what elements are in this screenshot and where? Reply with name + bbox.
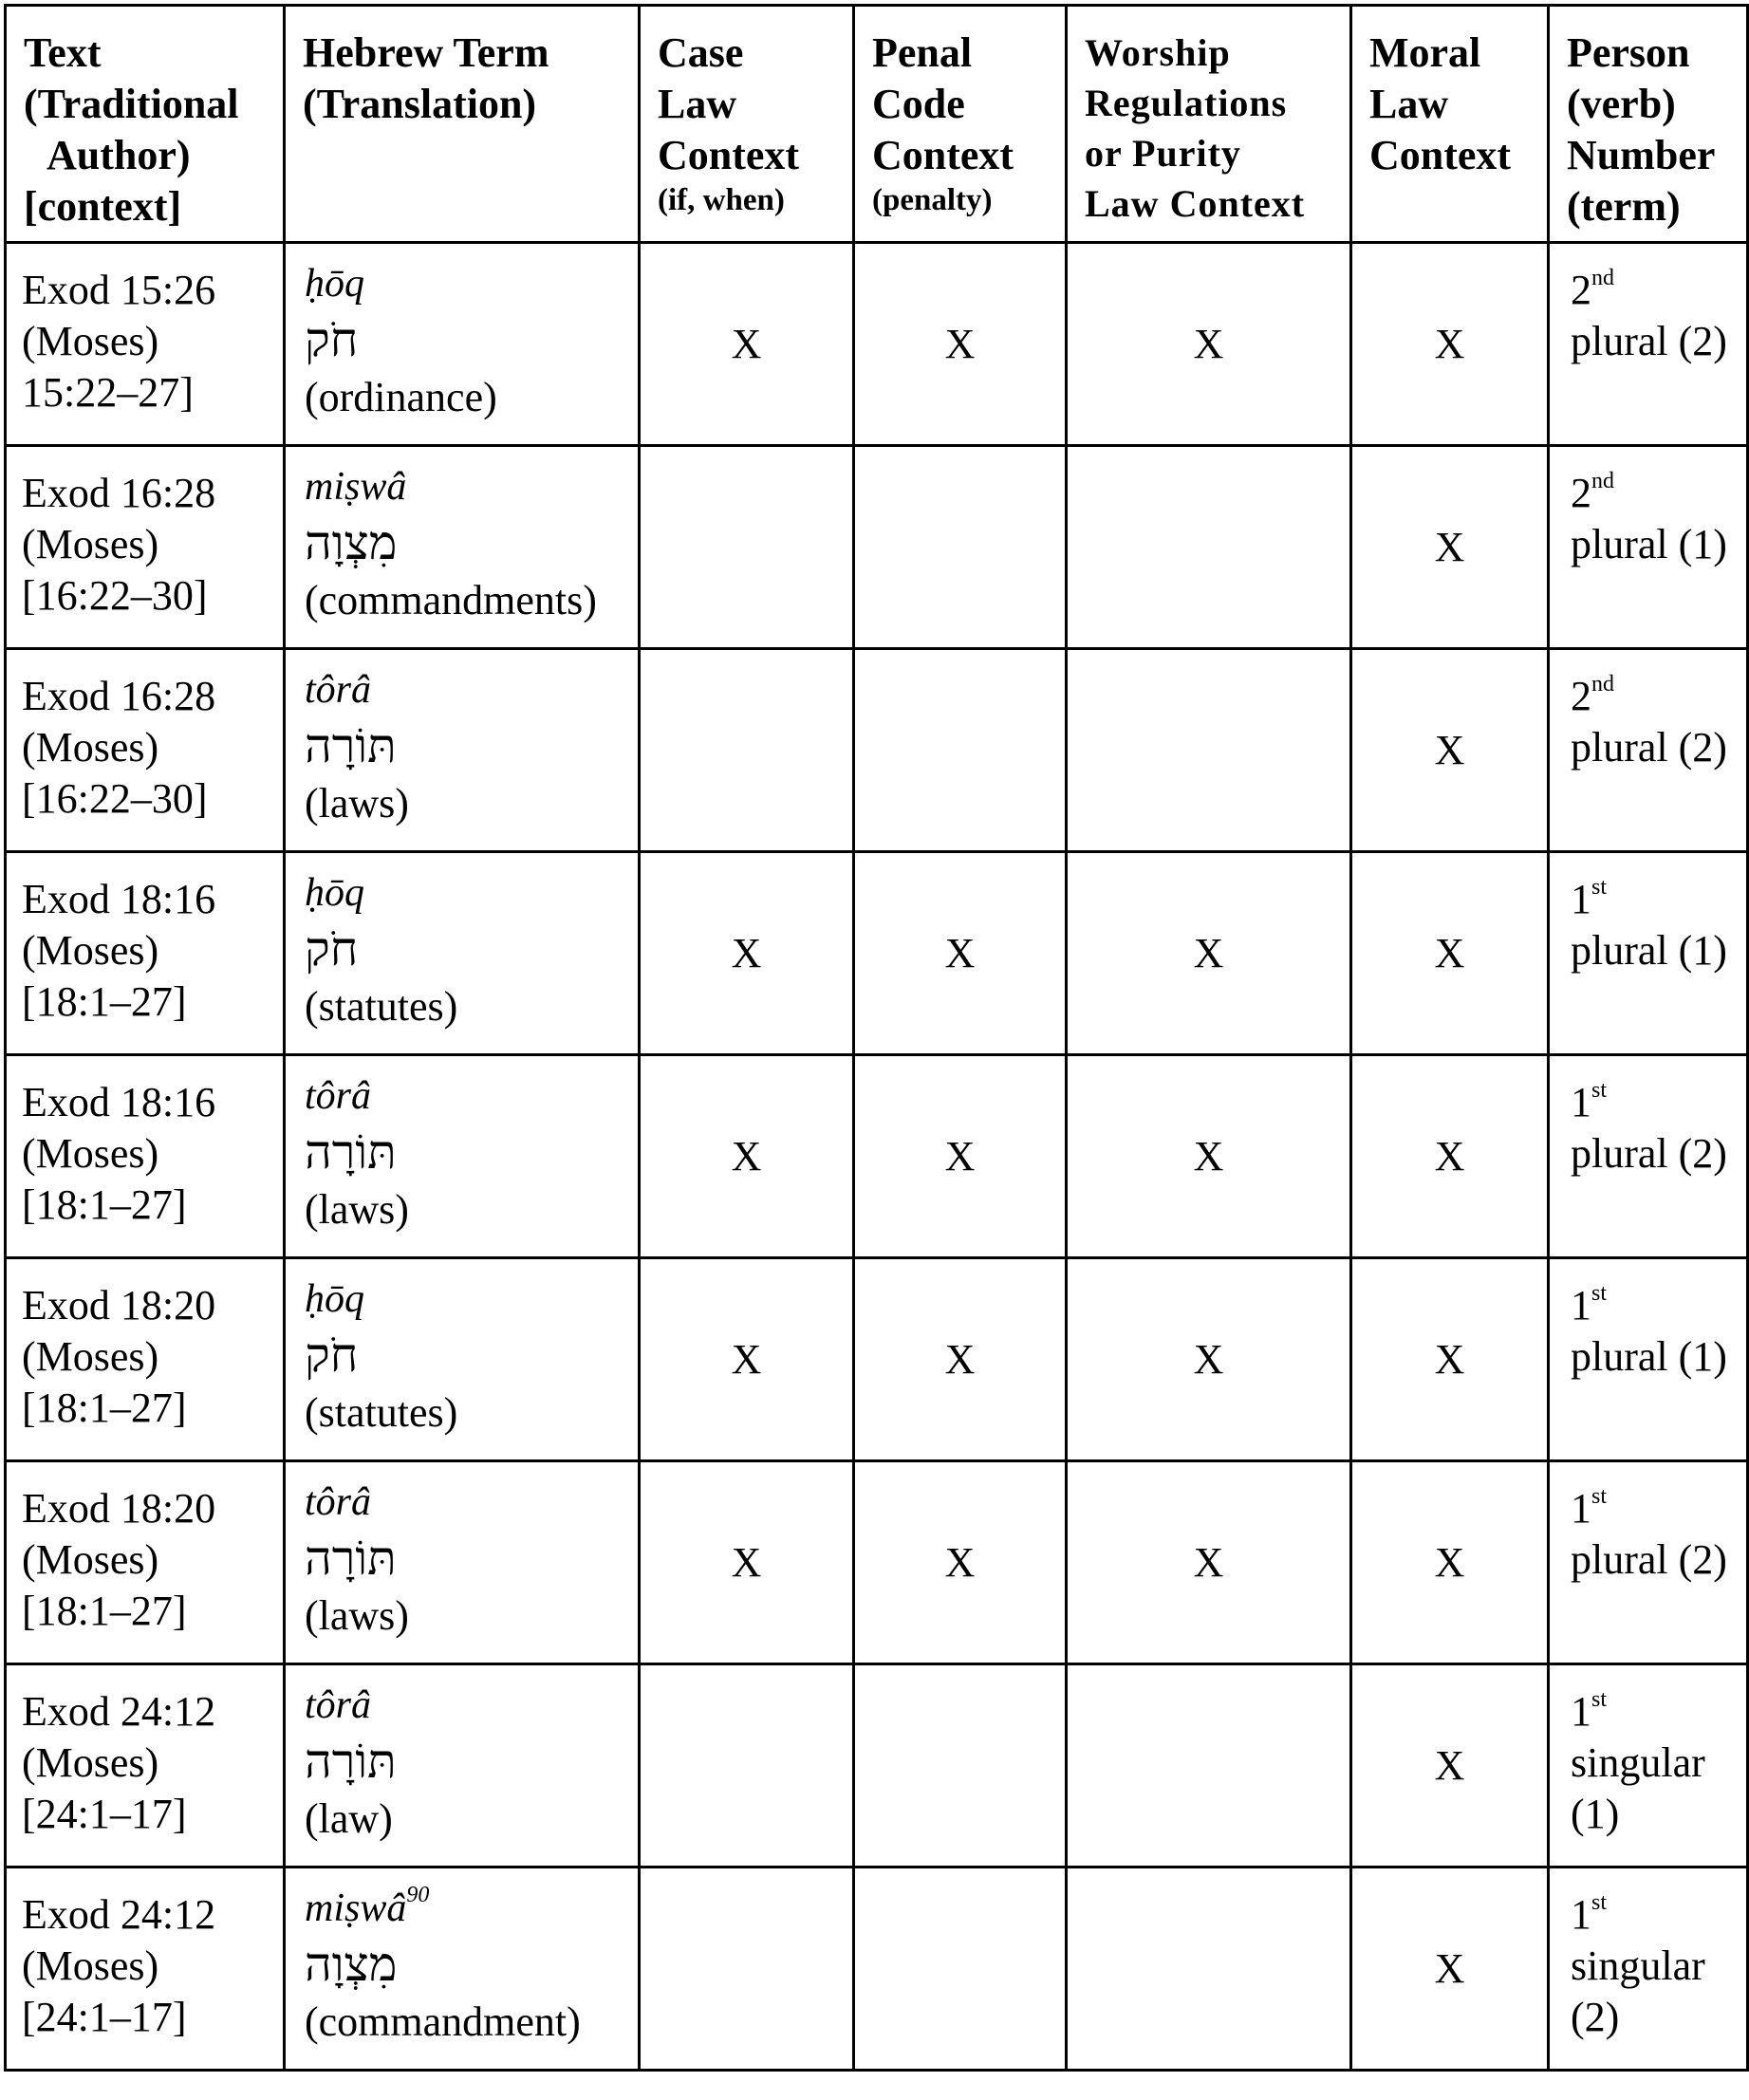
hebrew-word: תּוֹרָה	[305, 1124, 397, 1180]
person: 1st	[1571, 1484, 1608, 1532]
hebrew-term-cell	[285, 1868, 640, 2071]
table-row	[6, 1461, 1748, 1664]
footnote-marker: 90	[406, 1883, 430, 1907]
case-law-mark: X	[640, 1055, 854, 1258]
hebrew-term-cell	[285, 649, 640, 852]
hebrew-term-cell	[285, 446, 640, 649]
worship-mark: X	[1067, 1055, 1351, 1258]
verse-ref: Exod 24:12	[22, 1688, 216, 1735]
context: 15:22–27]	[22, 369, 194, 416]
context: [24:1–17]	[22, 1791, 187, 1837]
person: 1st	[1571, 1687, 1608, 1735]
person: 2nd	[1571, 266, 1614, 313]
worship-mark	[1067, 1664, 1351, 1868]
table-row	[6, 1664, 1748, 1868]
penal-code-mark: X	[854, 243, 1067, 446]
hebrew-word: חֹק	[305, 1328, 359, 1383]
table-row	[6, 852, 1748, 1055]
header-text: Text (Traditional Author) [context]	[6, 6, 285, 243]
hebrew-term-cell	[285, 1461, 640, 1664]
table-row	[6, 1258, 1748, 1461]
penal-code-mark: X	[854, 1258, 1067, 1461]
text-cell	[6, 1055, 285, 1258]
header-row	[6, 6, 1748, 243]
table-row	[6, 243, 1748, 446]
author: (Moses)	[22, 1739, 159, 1786]
person-number-cell	[1549, 852, 1748, 1055]
number: plural (1)	[1571, 521, 1727, 567]
author: (Moses)	[22, 1942, 159, 1989]
verse-ref: Exod 24:12	[22, 1891, 216, 1938]
header-penal-code: Penal Code Context (penalty)	[854, 6, 1067, 243]
author: (Moses)	[22, 318, 159, 364]
person-number-cell	[1549, 446, 1748, 649]
context: [18:1–27]	[22, 1385, 187, 1431]
hebrew-term-cell	[285, 1664, 640, 1868]
penal-code-mark	[854, 446, 1067, 649]
text-cell	[6, 1868, 285, 2071]
hebrew-term-cell	[285, 1055, 640, 1258]
person: 1st	[1571, 875, 1608, 922]
verse-ref: Exod 18:20	[22, 1282, 216, 1329]
header-worship: Worship Regulations or Purity Law Context	[1067, 6, 1351, 243]
hebrew-word: מִצְוָה	[305, 515, 398, 570]
header-hebrew-term: Hebrew Term (Translation)	[285, 6, 640, 243]
penal-code-mark: X	[854, 1461, 1067, 1664]
moral-law-mark: X	[1351, 852, 1549, 1055]
text-cell	[6, 1664, 285, 1868]
transliteration: miṣwâ$^{90}$	[305, 1883, 430, 1930]
verse-ref: Exod 18:16	[22, 1079, 216, 1125]
text-cell	[6, 1258, 285, 1461]
penal-code-mark: X	[854, 1055, 1067, 1258]
translation: (statutes)	[305, 1389, 458, 1436]
table-row	[6, 1868, 1748, 2071]
translation: (statutes)	[305, 983, 458, 1030]
header-moral-law: Moral Law Context	[1351, 6, 1549, 243]
verse-ref: Exod 18:20	[22, 1485, 216, 1532]
transliteration: tôrâ	[305, 668, 372, 712]
moral-law-mark: X	[1351, 649, 1549, 852]
context: [18:1–27]	[22, 978, 187, 1025]
person-number-cell	[1549, 1868, 1748, 2071]
translation: (commandments)	[305, 577, 597, 623]
penal-code-mark	[854, 1664, 1067, 1868]
number: plural (1)	[1571, 1333, 1727, 1380]
text-cell	[6, 1461, 285, 1664]
translation: (laws)	[305, 780, 409, 827]
text-cell	[6, 243, 285, 446]
transliteration: ḥōq	[305, 262, 364, 306]
case-law-mark	[640, 446, 854, 649]
moral-law-mark: X	[1351, 243, 1549, 446]
case-law-mark: X	[640, 1461, 854, 1664]
author: (Moses)	[22, 724, 159, 771]
moral-law-mark: X	[1351, 1868, 1549, 2071]
worship-mark: X	[1067, 1258, 1351, 1461]
number: plural (2)	[1571, 724, 1727, 771]
hebrew-word: חֹק	[305, 312, 359, 367]
translation: (ordinance)	[305, 374, 497, 420]
verse-ref: Exod 16:28	[22, 470, 216, 516]
number: plural (2)	[1571, 1130, 1727, 1177]
author: (Moses)	[22, 1333, 159, 1380]
moral-law-mark: X	[1351, 1461, 1549, 1664]
table-row	[6, 649, 1748, 852]
table-row	[6, 1055, 1748, 1258]
author: (Moses)	[22, 521, 159, 567]
text-cell	[6, 446, 285, 649]
text-cell	[6, 852, 285, 1055]
number: plural (2)	[1571, 1536, 1727, 1583]
case-law-mark	[640, 1868, 854, 2071]
context: [16:22–30]	[22, 572, 208, 619]
author: (Moses)	[22, 927, 159, 974]
person-number-cell	[1549, 1258, 1748, 1461]
worship-mark: X	[1067, 1461, 1351, 1664]
number: singular (1)	[1571, 1739, 1705, 1837]
author: (Moses)	[22, 1130, 159, 1177]
person-number-cell	[1549, 649, 1748, 852]
law-terms-table	[4, 4, 1749, 2072]
person: 1st	[1571, 1281, 1608, 1329]
context: [18:1–27]	[22, 1588, 187, 1634]
worship-mark: X	[1067, 852, 1351, 1055]
penal-code-mark: X	[854, 852, 1067, 1055]
context: [24:1–17]	[22, 1994, 187, 2040]
verse-ref: Exod 15:26	[22, 267, 216, 313]
header-person: Person (verb) Number (term)	[1549, 6, 1748, 243]
worship-mark	[1067, 446, 1351, 649]
transliteration: miṣwâ	[305, 465, 407, 509]
transliteration: tôrâ	[305, 1480, 372, 1524]
case-law-mark	[640, 649, 854, 852]
case-law-mark: X	[640, 243, 854, 446]
translation: (laws)	[305, 1592, 409, 1639]
transliteration: tôrâ	[305, 1074, 372, 1118]
author: (Moses)	[22, 1536, 159, 1583]
person-number-cell	[1549, 1664, 1748, 1868]
person: 1st	[1571, 1890, 1608, 1938]
hebrew-term-cell	[285, 243, 640, 446]
verse-ref: Exod 16:28	[22, 673, 216, 719]
verse-ref: Exod 18:16	[22, 876, 216, 922]
worship-mark	[1067, 649, 1351, 852]
worship-mark	[1067, 1868, 1351, 2071]
hebrew-term-cell	[285, 1258, 640, 1461]
text-cell	[6, 649, 285, 852]
hebrew-word: חֹק	[305, 921, 359, 976]
hebrew-word: תּוֹרָה	[305, 1734, 397, 1789]
table-row	[6, 446, 1748, 649]
case-law-mark	[640, 1664, 854, 1868]
header-case-law: Case Law Context (if, when)	[640, 6, 854, 243]
hebrew-word: תּוֹרָה	[305, 1531, 397, 1586]
transliteration: tôrâ	[305, 1683, 372, 1727]
case-law-mark: X	[640, 852, 854, 1055]
person-number-cell	[1549, 1055, 1748, 1258]
person-number-cell	[1549, 243, 1748, 446]
person: 1st	[1571, 1078, 1608, 1125]
number: plural (1)	[1571, 927, 1727, 974]
translation: (laws)	[305, 1186, 409, 1233]
worship-mark: X	[1067, 243, 1351, 446]
translation: (law)	[305, 1795, 393, 1842]
case-law-mark: X	[640, 1258, 854, 1461]
penal-code-mark	[854, 1868, 1067, 2071]
moral-law-mark: X	[1351, 1664, 1549, 1868]
hebrew-word: תּוֹרָה	[305, 718, 397, 773]
transliteration: ḥōq	[305, 1277, 364, 1321]
moral-law-mark: X	[1351, 446, 1549, 649]
number: singular (2)	[1571, 1942, 1705, 2040]
penal-code-mark	[854, 649, 1067, 852]
person-number-cell	[1549, 1461, 1748, 1664]
person: 2nd	[1571, 469, 1614, 516]
hebrew-term-cell	[285, 852, 640, 1055]
hebrew-word: מִצְוָה	[305, 1937, 398, 1992]
translation: (commandment)	[305, 1998, 581, 2045]
context: [16:22–30]	[22, 775, 208, 822]
person: 2nd	[1571, 672, 1614, 719]
number: plural (2)	[1571, 318, 1727, 364]
moral-law-mark: X	[1351, 1055, 1549, 1258]
moral-law-mark: X	[1351, 1258, 1549, 1461]
context: [18:1–27]	[22, 1181, 187, 1228]
transliteration: ḥōq	[305, 871, 364, 915]
